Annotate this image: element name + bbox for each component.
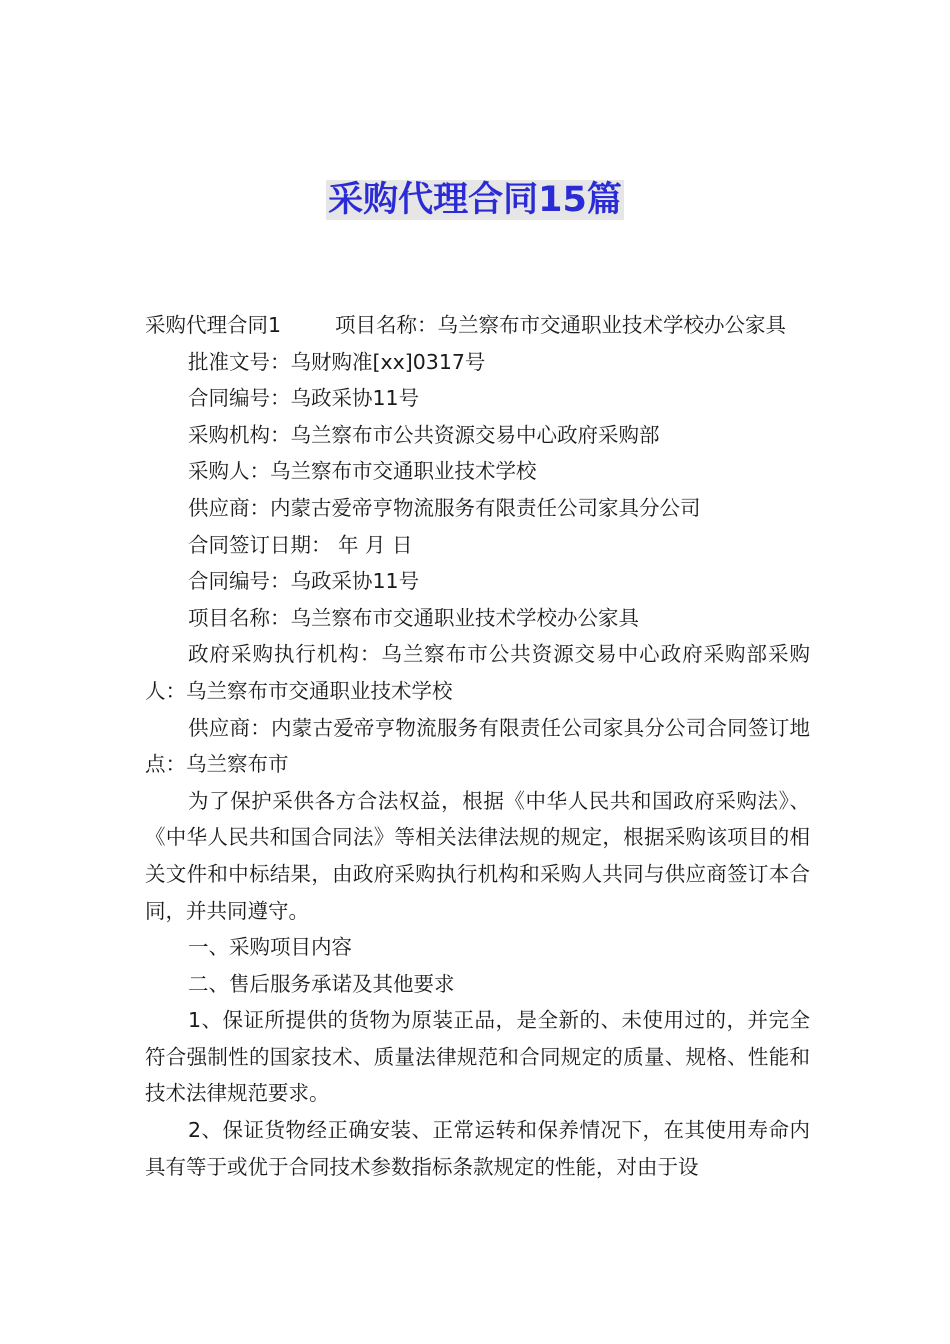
document-body (145, 307, 810, 1185)
section-heading-1: 一、采购项目内容 (188, 935, 352, 960)
paragraph-supplier: 供应商：内蒙古爱帝亨物流服务有限责任公司家具分公司 (188, 495, 701, 520)
paragraph-contract-no: 合同编号：乌政采协11号 (188, 386, 420, 411)
paragraph-first (145, 307, 810, 344)
document-title (0, 172, 950, 228)
clause-2: 2、保证货物经正确安装、正常运转和保养情况下，在其使用寿命内具有等于或优于合同技术参数指标条款规定的性能，对由于设 (145, 1118, 810, 1179)
paragraph-approval-no: 批准文号：乌财购准[xx]0317号 (188, 349, 486, 374)
paragraph-sign-date: 合同签订日期： 年 月 日 (188, 532, 413, 557)
paragraph-preamble: 为了保护采供各方合法权益，根据《中华人民共和国政府采购法》、《中华人民共和国合同法》等相关法律法规的规定，根据采购该项目的相关文件和中标结果，由政府采购执行机构和采购人共同与供应商签订本合同，并共同遵守。 (145, 788, 810, 923)
clause-1: 1、保证所提供的货物为原装正品，是全新的、未使用过的，并完全符合强制性的国家技术、质量法律规范和合同规定的质量、规格、性能和技术法律规范要求。 (145, 1008, 810, 1106)
paragraph-purchaser: 采购人：乌兰察布市交通职业技术学校 (188, 459, 537, 484)
paragraph-procurement-agency: 采购机构：乌兰察布市公共资源交易中心政府采购部 (188, 422, 660, 447)
paragraph-contract-no-2: 合同编号：乌政采协11号 (188, 569, 420, 594)
paragraph-executing-agency: 政府采购执行机构：乌兰察布市公共资源交易中心政府采购部采购人：乌兰察布市交通职业技术学校 (145, 642, 810, 703)
first-line-label: 采购代理合同1 (145, 313, 282, 337)
first-line-text: 项目名称：乌兰察布市交通职业技术学校办公家具 (335, 313, 787, 337)
paragraph-supplier-location: 供应商：内蒙古爱帝亨物流服务有限责任公司家具分公司合同签订地点：乌兰察布市 (145, 715, 810, 777)
paragraph-project-name: 项目名称：乌兰察布市交通职业技术学校办公家具 (188, 605, 639, 630)
section-heading-2: 二、售后服务承诺及其他要求 (188, 971, 455, 996)
title-text: 采购代理合同15篇 (328, 180, 622, 220)
